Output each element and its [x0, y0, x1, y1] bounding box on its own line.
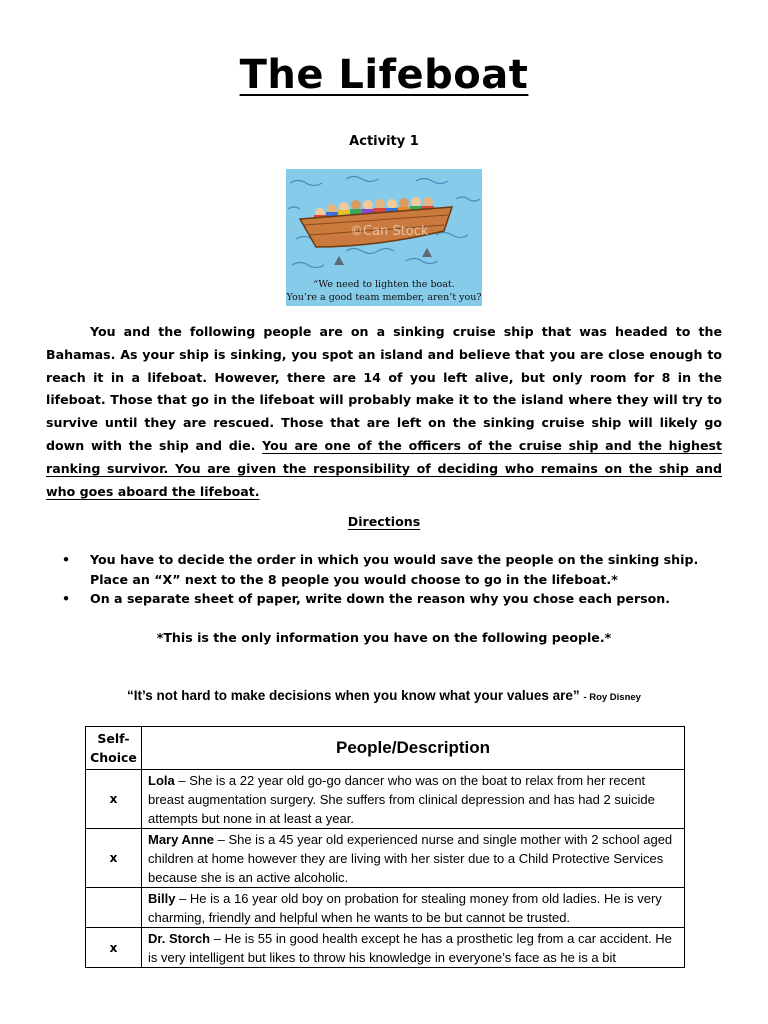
list-item-text: On a separate sheet of paper, write down the reason why you chose each person.: [90, 591, 671, 606]
list-item-text: You have to decide the order in which you would save the people on the sinking ship. Place an “X” next to the 8 people you would choose to go in the lifeboat.*: [90, 552, 699, 587]
person-name: Mary Anne: [148, 832, 214, 847]
cartoon-caption: [286, 278, 482, 304]
quote-text: “It’s not hard to make decisions when you know what your values are”: [127, 688, 580, 703]
directions-list: [62, 550, 722, 609]
intro-paragraph: [46, 321, 722, 503]
table-row: [86, 928, 685, 968]
table-row: [86, 829, 685, 888]
choice-cell[interactable]: x: [86, 829, 142, 888]
person-name: Lola: [148, 773, 175, 788]
caption-line-1: “We need to lighten the boat.: [313, 279, 455, 290]
self-choice-header: Self-Choice: [86, 727, 142, 770]
bullet-icon: •: [62, 552, 71, 567]
intro-text: You and the following people are on a sinking cruise ship that was headed to the Bahamas. As your ship is sinking, you spot an island and believe that you are close enough to reach it in a lifeboat. However, there are 14 of you left alive, but only room for 8 in the lifeboat. Those that go in the lifeboat will probably make it to the island where they will try to survive until they are rescued. Those that are left on the sinking cruise ship will likely go down with the ship and die.: [46, 324, 722, 453]
activity-label: Activity 1: [349, 134, 419, 149]
choice-cell[interactable]: [86, 888, 142, 928]
directions-heading: Directions: [347, 514, 421, 529]
choice-cell[interactable]: x: [86, 770, 142, 829]
intro-underlined-text: You are one of the officers of the cruise ship and the highest ranking survivor. You are given the responsibility of deciding who remains on the ship and who goes aboard the lifeboat.: [46, 437, 723, 499]
table-row: [86, 770, 685, 829]
person-name: Billy: [148, 891, 176, 906]
person-description: – He is 55 in good health except he has a prosthetic leg from a car accident. He is very intelligent but likes to throw his knowledge in everyone’s face as he is a bit: [148, 931, 672, 965]
table-header-row: [86, 727, 685, 770]
bullet-icon: •: [62, 591, 71, 606]
person-description: – He is a 16 year old boy on probation for stealing money from old ladies. He is very charming, friendly and helpful when he wants to be but cannot be trusted.: [148, 891, 662, 925]
quote: [0, 688, 768, 703]
list-item: [62, 550, 722, 589]
person-name: Dr. Storch: [148, 931, 211, 946]
choice-cell[interactable]: x: [86, 928, 142, 968]
person-description: – She is a 22 year old go-go dancer who was on the boat to relax from her recent breast augmentation surgery. She suffers from clinical depression and has had 2 suicide attempts but none in at least a year.: [148, 773, 655, 826]
information-notice: *This is the only information you have on the following people.*: [156, 630, 612, 645]
quote-author: - Roy Disney: [583, 692, 641, 703]
people-description-header: People/Description: [142, 727, 685, 770]
person-description: – She is a 45 year old experienced nurse and single mother with 2 school aged children at home however they are living with her sister due to a Child Protective Services because she is an active alcoholic.: [148, 832, 673, 885]
list-item: [62, 589, 722, 609]
table-row: [86, 888, 685, 928]
description-cell: [142, 770, 685, 829]
description-cell: [142, 928, 685, 968]
people-table: [85, 726, 685, 968]
caption-line-2: You’re a good team member, aren’t you?: [286, 292, 482, 303]
description-cell: [142, 829, 685, 888]
document-title: The Lifeboat: [239, 52, 529, 98]
watermark-text: ©Can Stock: [350, 224, 429, 239]
description-cell: [142, 888, 685, 928]
